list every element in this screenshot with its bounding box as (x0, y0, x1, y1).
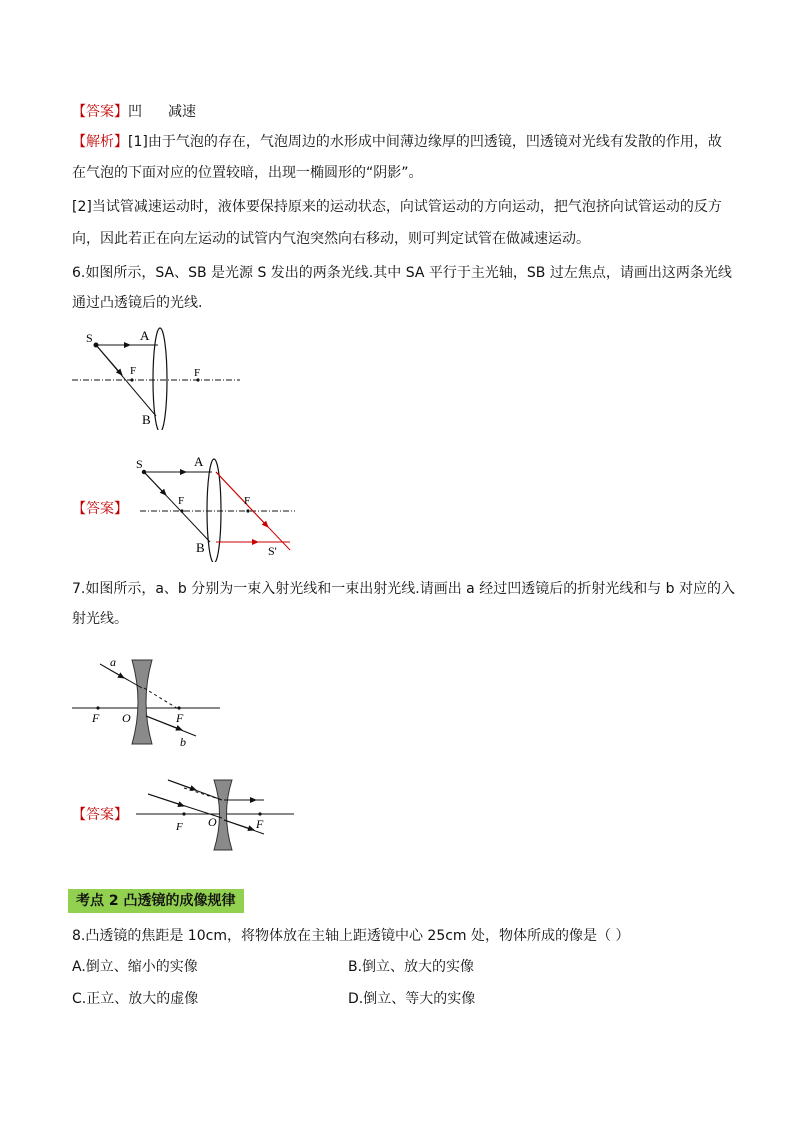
answer-label: 【答案】 (72, 104, 128, 120)
q6-ans-label-b: B (196, 540, 205, 555)
q6-label-a: A (140, 328, 150, 343)
q7-answer-figure (134, 770, 296, 854)
q6-convex-lens-figure (60, 320, 260, 430)
q7-ans-label-f-right: F (256, 817, 264, 831)
analysis-line-1 (72, 132, 722, 152)
q6-ans-label-s: S (136, 457, 143, 471)
q7-line-1: 7.如图所示，a、b 分别为一束入射光线和一束出射光线.请画出 a 经过凹透镜后的折射光线和与 b 对应的入 (72, 581, 735, 597)
q6-answer-label: 【答案】 (72, 501, 128, 517)
q7-line-2: 射光线。 (72, 611, 128, 627)
q7-label-b: b (180, 735, 186, 749)
q7-answer-label: 【答案】 (72, 807, 128, 823)
q7-label-a: a (110, 655, 116, 669)
analysis-line-2: 在气泡的下面对应的位置较暗，出现一椭圆形的“阴影”。 (72, 165, 423, 181)
q6-line-1: 6.如图所示，SA、SB 是光源 S 发出的两条光线.其中 SA 平行于主光轴，SB 过左焦点，请画出这两条光线 (72, 265, 732, 281)
q6-label-f-right: F (194, 367, 201, 379)
answer-5-line (72, 102, 722, 122)
analysis-line-4: 向，因此若正在向左运动的试管内气泡突然向右移动，则可判定试管在做减速运动。 (72, 231, 590, 247)
q6-label-f-left: F (130, 365, 137, 377)
q8-option-c: C.正立、放大的虚像 (72, 991, 199, 1007)
q7-label-f-left: F (92, 711, 100, 725)
q6-ans-label-a: A (194, 454, 204, 469)
q7-concave-lens-figure (66, 650, 226, 750)
analysis-text-1: [1]由于气泡的存在，气泡周边的水形成中间薄边缘厚的凹透镜，凹透镜对光线有发散的作用，故 (128, 134, 722, 150)
q8-option-a: A.倒立、缩小的实像 (72, 959, 198, 975)
analysis-label: 【解析】 (72, 134, 128, 150)
q6-label-s: S (86, 331, 93, 345)
q8-option-b: B.倒立、放大的实像 (348, 959, 475, 975)
q6-ans-label-f-right: F (244, 495, 251, 507)
answer-1: 凹 (128, 104, 142, 120)
q6-ans-label-f-left: F (178, 495, 185, 507)
analysis-line-3: [2]当试管减速运动时，液体要保持原来的运动状态，向试管运动的方向运动，把气泡挤向试管运动的反方 (72, 199, 722, 215)
q7-label-o: O (122, 711, 131, 725)
q6-line-2: 通过凸透镜后的光线. (72, 295, 203, 311)
q7-label-f-right: F (176, 711, 184, 725)
q8-stem: 8.凸透镜的焦距是 10cm，将物体放在主轴上距透镜中心 25cm 处，物体所成的像是（ ） (72, 928, 630, 944)
answer-2: 减速 (168, 104, 196, 120)
q7-ans-label-f-left: F (176, 821, 183, 833)
q6-label-b: B (142, 412, 151, 427)
q6-ans-label-s-prime: S' (268, 544, 277, 558)
q6-answer-figure (130, 452, 300, 562)
q7-ans-label-o: O (208, 815, 217, 829)
q8-option-d: D.倒立、等大的实像 (348, 991, 476, 1007)
section-title: 考点 2 凸透镜的成像规律 (68, 889, 244, 913)
